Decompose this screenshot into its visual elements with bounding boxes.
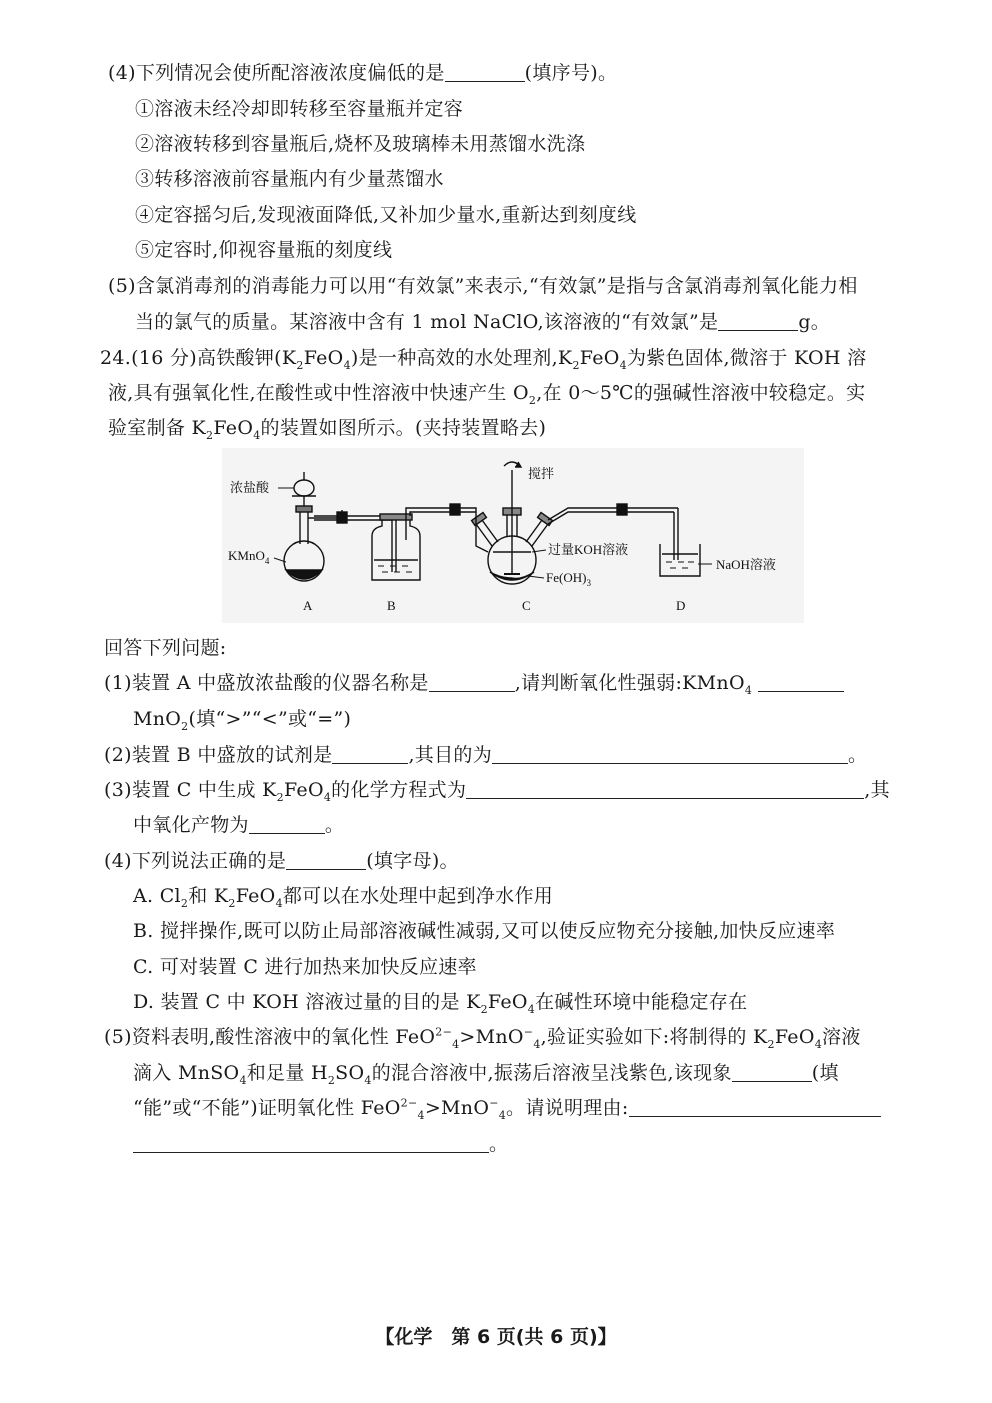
q23-5-text: 当的氯气的质量。某溶液中含有 1 mol NaClO,该溶液的“有效氯”是 [135, 311, 719, 333]
answer-blank[interactable] [732, 1063, 812, 1082]
text: (3)装置 C 中生成 K [104, 779, 277, 801]
subscript: 4 [253, 428, 261, 442]
q23-4-option-5: ⑤定容时,仰视容量瓶的刻度线 [135, 239, 393, 261]
text: (4)下列说法正确的是 [104, 850, 287, 872]
answer-blank[interactable] [758, 673, 844, 692]
q24-intro-line-3 [108, 415, 546, 441]
answer-blank[interactable] [629, 1098, 881, 1117]
subscript: 4 [417, 1108, 425, 1122]
subscript: 4 [619, 358, 627, 372]
text: (1)装置 A 中盛放浓盐酸的仪器名称是 [104, 672, 429, 694]
subscript: 2 [276, 790, 284, 804]
subscript: 4 [533, 1037, 541, 1051]
text: >MnO [459, 1026, 524, 1048]
q24-4-option-c: C. 可对装置 C 进行加热来加快反应速率 [133, 956, 477, 978]
q23-4-option-3: ③转移溶液前容量瓶内有少量蒸馏水 [135, 168, 444, 190]
text: “能”或“不能”)证明氧化性 FeO [133, 1097, 401, 1119]
text: D. 装置 C 中 KOH 溶液过量的目的是 K [133, 991, 481, 1013]
answer-blank[interactable] [492, 745, 848, 764]
q24-2 [104, 742, 867, 768]
q24-5-line-3 [133, 1095, 881, 1121]
subscript: 2 [181, 719, 189, 733]
text: 验室制备 K [108, 417, 207, 439]
subscript: 4 [452, 1037, 460, 1051]
label-kmno4: KMnO$_4$ [228, 548, 270, 566]
page-footer: 【化学 第 6 页(共 6 页)】 [375, 1326, 617, 1348]
text: (5)资料表明,酸性溶液中的氧化性 FeO [104, 1026, 436, 1048]
subscript: 2 [528, 393, 537, 407]
text: A. Cl [133, 885, 181, 907]
subscript: 2 [572, 358, 580, 372]
answer-blank[interactable] [133, 1134, 489, 1153]
text: 在碱性环境中能稳定存在 [535, 991, 748, 1013]
superscript: − [523, 1025, 534, 1039]
q23-5-line-2 [135, 309, 830, 335]
text: (填字母)。 [366, 850, 459, 872]
text: FeO [579, 347, 620, 369]
subscript: 2 [180, 896, 189, 910]
answer-blank[interactable] [249, 815, 325, 834]
subscript: 4 [527, 1002, 536, 1016]
subscript: 2 [228, 896, 236, 910]
text: ,请判断氧化性强弱:KMnO [514, 672, 745, 694]
q24-1-line-1 [104, 670, 844, 696]
q24-5-line-2 [133, 1060, 839, 1086]
subscript: 4 [239, 1073, 247, 1087]
label-b: B [387, 598, 396, 613]
label-stir: 搅拌 [528, 466, 555, 481]
text: FeO [283, 779, 324, 801]
text: 和 K [188, 885, 229, 907]
text: 的装置如图所示。(夹持装置略去) [260, 417, 547, 439]
label-koh: 过量KOH溶液 [548, 542, 629, 557]
subscript: 4 [364, 1073, 372, 1087]
q24-4-option-a [133, 883, 553, 909]
subscript: 4 [323, 790, 332, 804]
text: FeO [487, 991, 528, 1013]
answer-blank[interactable] [445, 63, 525, 82]
label-feoh3: $Fe(OH)_3$ [546, 570, 591, 588]
text: 。 [848, 744, 868, 766]
superscript: 2− [435, 1025, 453, 1039]
subscript: 2 [767, 1037, 775, 1051]
text: 24.(16 分)高铁酸钾(K [100, 347, 297, 369]
text: ,验证实验如下:将制得的 K [540, 1026, 768, 1048]
label-c: C [522, 598, 531, 613]
text: MnO [133, 708, 182, 730]
subscript: 2 [206, 428, 214, 442]
answer-blank[interactable] [429, 673, 515, 692]
text: 滴入 MnSO [133, 1062, 240, 1084]
answer-blank[interactable] [466, 780, 864, 799]
label-a: A [303, 598, 313, 613]
text: 溶液 [822, 1026, 861, 1048]
text: SO [335, 1062, 365, 1084]
q23-4-option-2: ②溶液转移到容量瓶后,烧杯及玻璃棒未用蒸馏水洗涤 [135, 133, 586, 155]
q23-4-option-1: ①溶液未经冷却即转移至容量瓶并定容 [135, 98, 464, 120]
text: FeO [235, 885, 276, 907]
text: ,其目的为 [408, 744, 493, 766]
answer-intro: 回答下列问题: [104, 637, 227, 659]
q23-4-stem [108, 60, 617, 86]
superscript: − [489, 1096, 499, 1110]
text: 液,具有强氧化性,在酸性或中性溶液中快速产生 O [108, 382, 529, 404]
subscript: 2 [327, 1073, 336, 1087]
text: )是一种高效的水处理剂,K [350, 347, 573, 369]
apparatus-diagram [222, 448, 804, 623]
q24-5-line-1 [104, 1024, 861, 1050]
text: (填“>”“<”或“=”) [188, 708, 352, 730]
q24-3-line-2 [133, 812, 344, 838]
text: 。 [489, 1133, 509, 1155]
label-d: D [676, 598, 686, 613]
text: 的化学方程式为 [331, 779, 467, 801]
text: 为紫色固体,微溶于 KOH 溶 [626, 347, 867, 369]
subscript: 4 [275, 896, 283, 910]
text: 都可以在水处理中起到净水作用 [282, 885, 554, 907]
text: 。请说明理由: [506, 1097, 629, 1119]
text: FeO [213, 417, 254, 439]
q24-4-stem [104, 848, 459, 874]
label-naoh: NaOH溶液 [716, 557, 776, 572]
text: ,其 [864, 779, 890, 801]
subscript: 2 [480, 1002, 488, 1016]
q23-5-unit: g。 [798, 311, 831, 333]
subscript: 4 [814, 1037, 823, 1051]
subscript: 4 [343, 358, 351, 372]
answer-blank[interactable] [286, 851, 366, 870]
q23-4-stem-tail: (填序号)。 [524, 62, 618, 84]
q24-5-line-4 [133, 1131, 508, 1157]
q24-4-option-b: B. 搅拌操作,既可以防止局部溶液碱性减弱,又可以使反应物充分接触,加快反应速率 [133, 920, 836, 942]
text: (2)装置 B 中盛放的试剂是 [104, 744, 333, 766]
subscript: 4 [498, 1108, 507, 1122]
answer-blank[interactable] [718, 312, 798, 331]
answer-blank[interactable] [332, 745, 408, 764]
q23-4-option-4: ④定容摇匀后,发现液面降低,又补加少量水,重新达到刻度线 [135, 204, 637, 226]
subscript: 4 [744, 683, 753, 697]
q24-intro-line-1 [100, 345, 866, 371]
q24-intro-line-2 [108, 380, 865, 406]
subscript: 2 [296, 358, 304, 372]
q24-1-line-2 [133, 706, 351, 732]
text: FeO [774, 1026, 815, 1048]
text: 中氧化产物为 [133, 814, 249, 836]
text: >MnO [424, 1097, 490, 1119]
text: (填 [811, 1062, 839, 1084]
text: 和足量 H [246, 1062, 328, 1084]
text: ,在 0～5℃的强碱性溶液中较稳定。实 [536, 382, 866, 404]
text: 。 [324, 814, 345, 836]
q24-4-option-d [133, 989, 747, 1015]
label-conc-hcl: 浓盐酸 [230, 480, 270, 495]
text: 的混合溶液中,振荡后溶液呈浅紫色,该现象 [371, 1062, 732, 1084]
superscript: 2− [400, 1096, 418, 1110]
q23-4-stem-text: (4)下列情况会使所配溶液浓度偏低的是 [108, 62, 445, 84]
q23-5-line-1: (5)含氯消毒剂的消毒能力可以用“有效氯”来表示,“有效氯”是指与含氯消毒剂氧化能力相 [108, 275, 858, 297]
q24-3-line-1 [104, 777, 890, 803]
text: FeO [303, 347, 344, 369]
